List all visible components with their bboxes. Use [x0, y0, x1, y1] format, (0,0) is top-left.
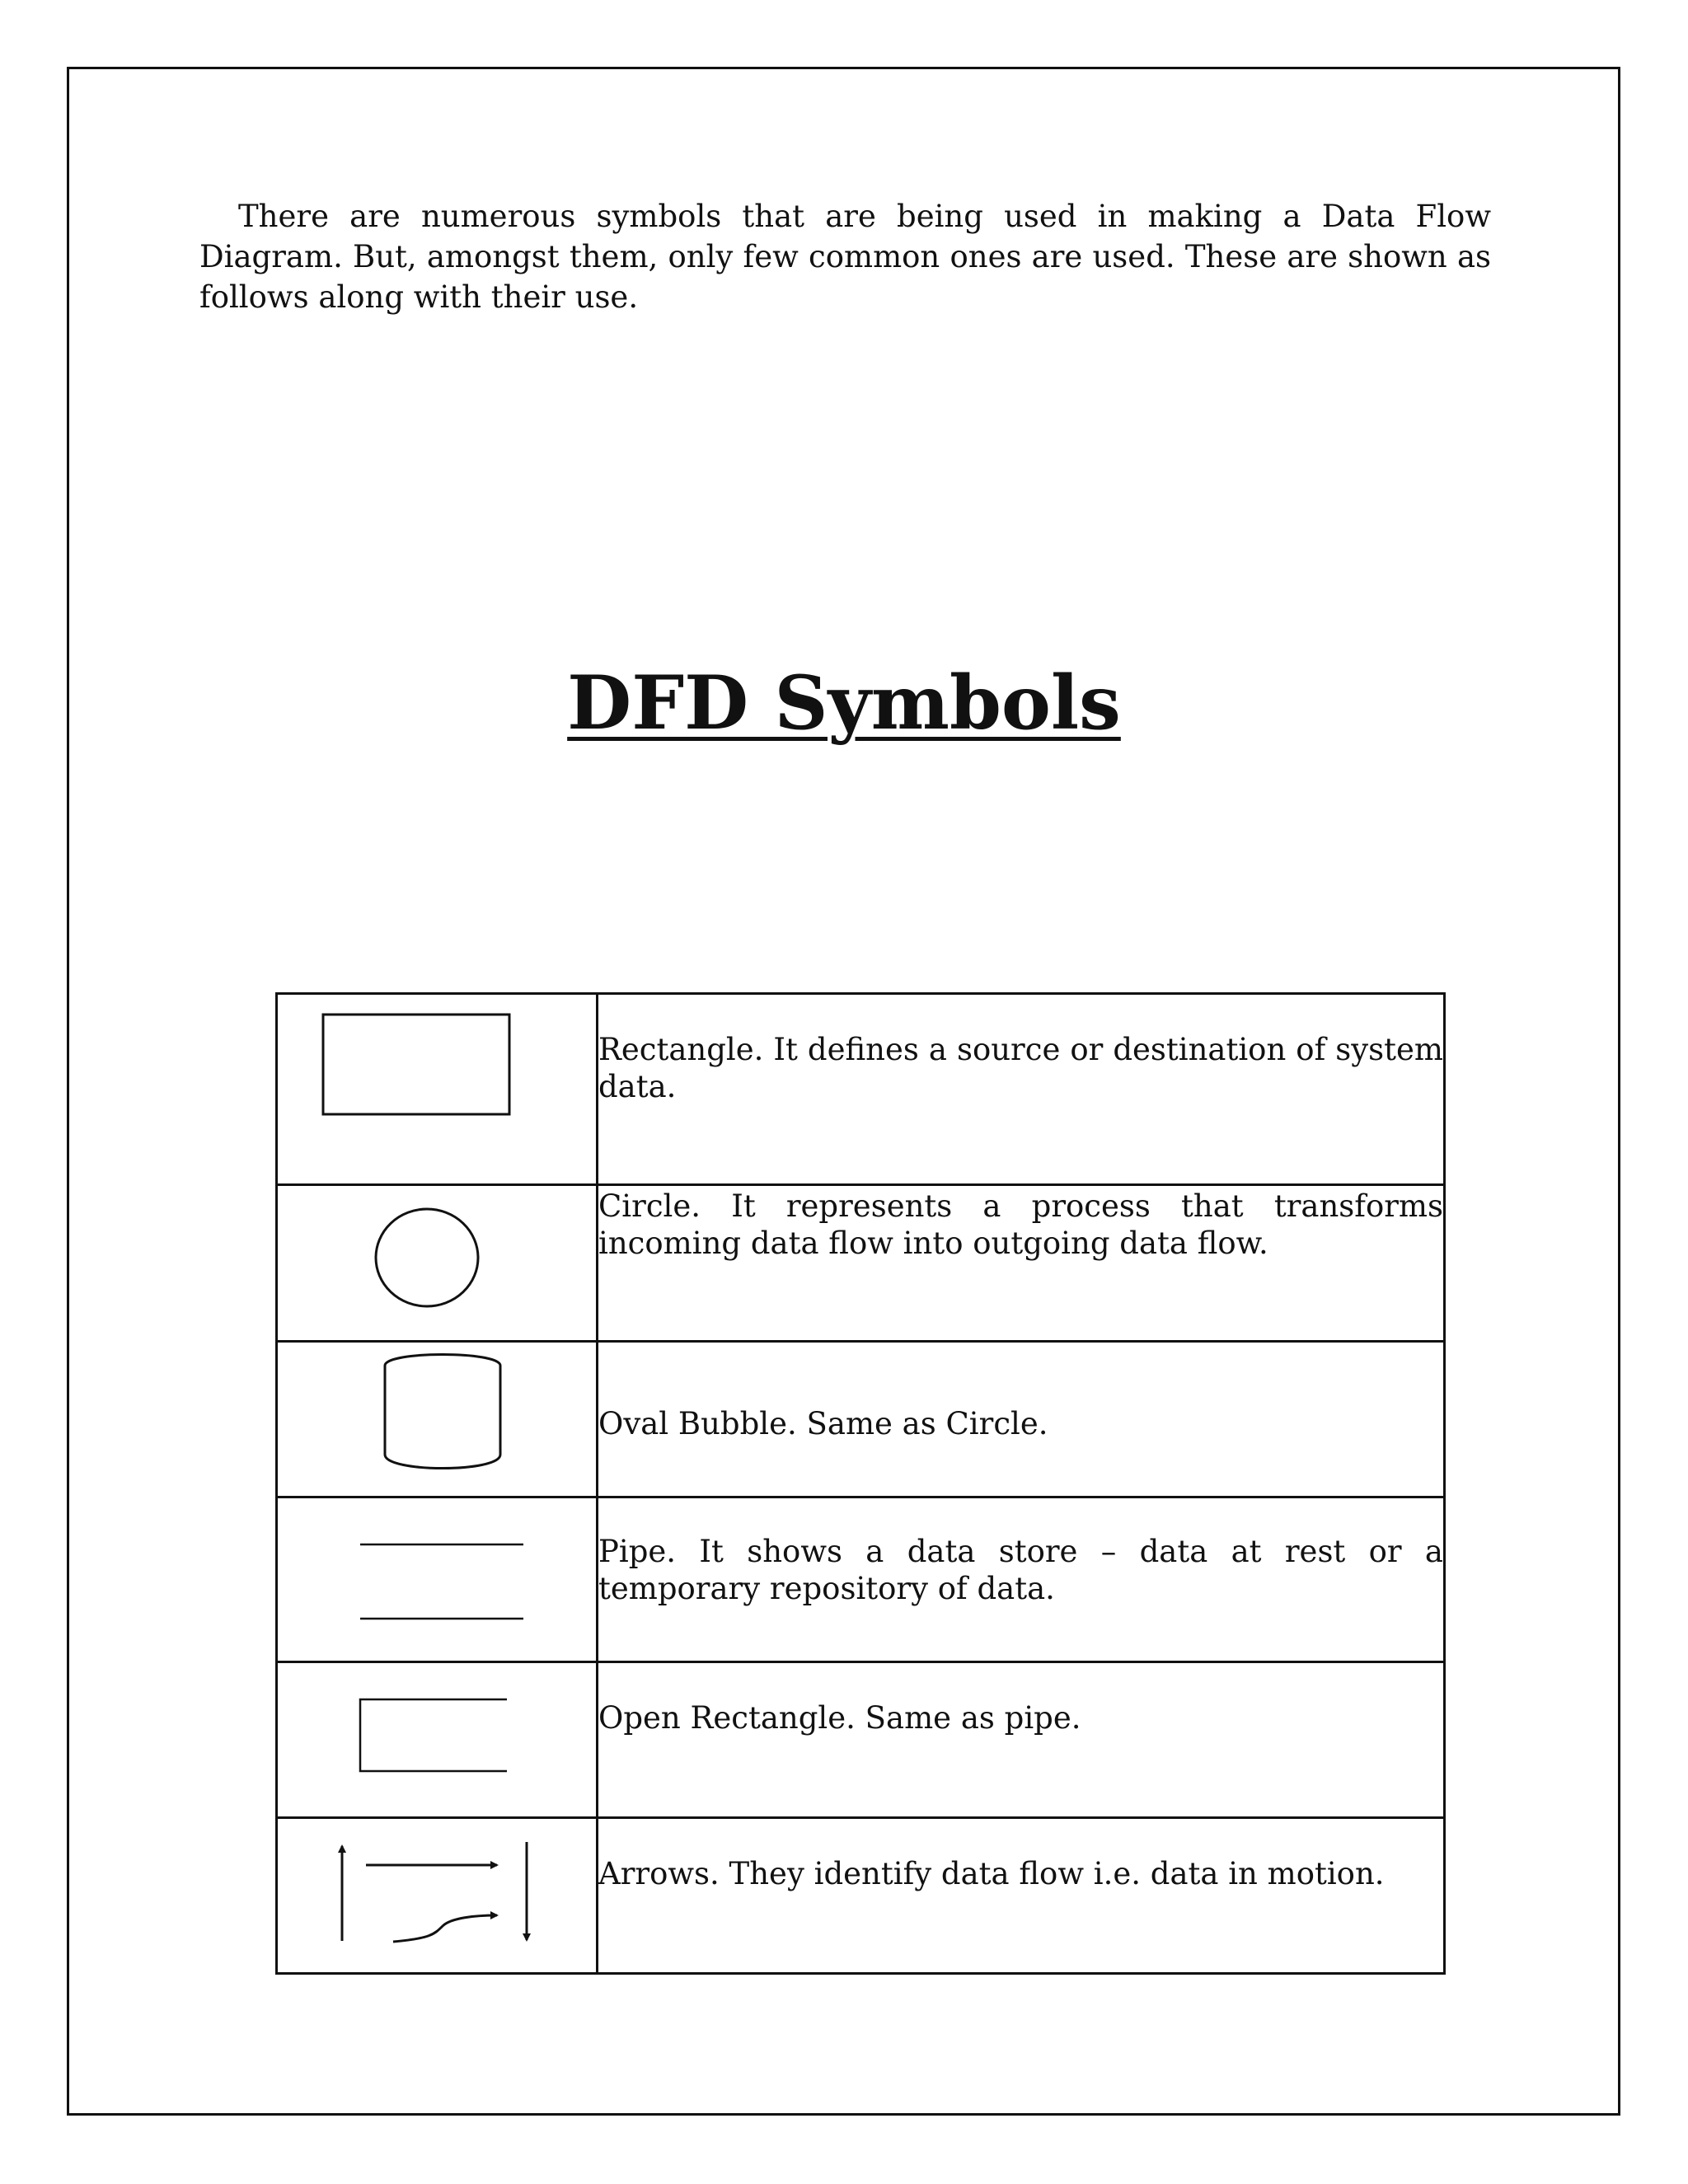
open-rectangle-icon — [278, 1663, 596, 1816]
oval-bubble-icon — [278, 1343, 596, 1495]
pipe-icon — [278, 1498, 596, 1660]
symbol-description: Arrows. They identify data flow i.e. data in motion. — [598, 1856, 1385, 1891]
description-cell — [598, 994, 1445, 1185]
symbol-description: Circle. It represents a process that transforms incoming data flow into outgoing data flow. — [598, 1188, 1443, 1261]
arrows-icon — [278, 1819, 596, 1971]
circle-icon — [278, 1186, 596, 1339]
symbol-description: Open Rectangle. Same as pipe. — [598, 1700, 1081, 1736]
description-cell — [598, 1818, 1445, 1974]
table-row — [277, 1185, 1445, 1342]
intro-paragraph: There are numerous symbols that are being used in making a Data Flow Diagram. But, amongst them, only few common ones are used. These are shown as follows along with their use. — [199, 199, 1491, 315]
table-row — [277, 1342, 1445, 1497]
table-row — [277, 994, 1445, 1185]
dfd-symbols-table — [275, 992, 1446, 1975]
description-cell — [598, 1185, 1445, 1342]
symbol-description: Rectangle. It defines a source or destination of system data. — [598, 1032, 1443, 1104]
symbol-cell — [277, 994, 598, 1185]
symbol-cell — [277, 1185, 598, 1342]
page-title: DFD Symbols — [567, 659, 1121, 747]
table-row — [277, 1497, 1445, 1662]
symbol-cell — [277, 1342, 598, 1497]
rectangle-icon — [278, 995, 596, 1181]
description-cell — [598, 1497, 1445, 1662]
description-cell — [598, 1342, 1445, 1497]
symbol-description: Oval Bubble. Same as Circle. — [598, 1406, 1048, 1441]
symbol-cell — [277, 1818, 598, 1974]
symbol-cell — [277, 1497, 598, 1662]
description-cell — [598, 1662, 1445, 1818]
table-row — [277, 1818, 1445, 1974]
symbol-cell — [277, 1662, 598, 1818]
table-row — [277, 1662, 1445, 1818]
symbol-description: Pipe. It shows a data store – data at rest or a temporary repository of data. — [598, 1534, 1443, 1606]
